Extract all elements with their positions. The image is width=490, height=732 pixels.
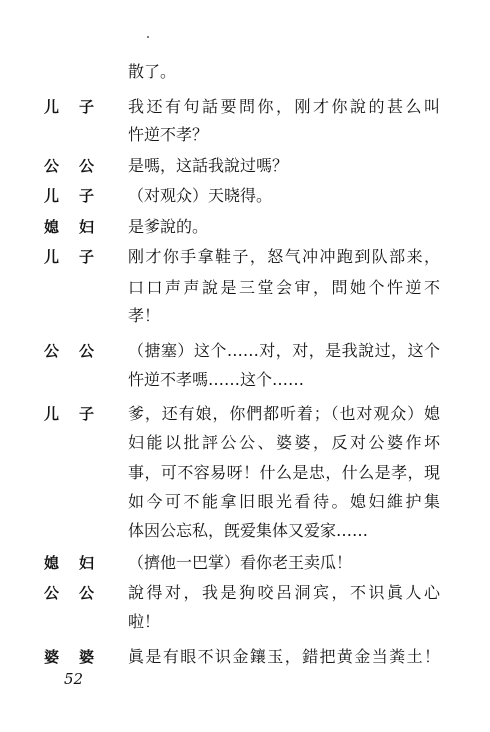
dialogue-line: （搪塞）这个……对，对，是我說过，这个 xyxy=(128,341,440,360)
dialogue-line: 如今可不能拿旧眼光看待。媳妇維护集 xyxy=(128,492,440,511)
speaker-label: 媳妇 xyxy=(44,218,115,236)
speaker-label: 儿子 xyxy=(44,248,115,266)
page-speck xyxy=(147,36,149,38)
dialogue-line: 眞是有眼不识金鑲玉，錯把黄金当粪土！ xyxy=(128,647,440,666)
dialogue-line: 体因公忘私，旣爱集体又爱家…… xyxy=(128,521,369,540)
dialogue-line: 說得对，我是狗咬呂洞宾，不识眞人心 xyxy=(128,583,440,602)
speaker-label: 公公 xyxy=(44,584,115,602)
speaker-label: 公公 xyxy=(44,342,115,360)
dialogue-line: 妇能以批評公公、婆婆，反对公婆作坏 xyxy=(128,433,440,452)
dialogue-line: 刚才你手拿鞋子，怒气冲冲跑到队部来， xyxy=(128,247,440,266)
dialogue-line: 啦！ xyxy=(128,612,161,631)
speaker-label: 婆婆 xyxy=(44,648,115,666)
dialogue-line: 是爹說的。 xyxy=(128,217,209,236)
page-number: 52 xyxy=(64,670,84,688)
dialogue-line: 事，可不容易呀！什么是忠，什么是孝，現 xyxy=(128,463,440,482)
dialogue-line: 我还有句話要問你，刚才你說的甚么叫 xyxy=(128,97,440,116)
dialogue-line: 爹，还有娘，你們都听着；（也对观众）媳 xyxy=(128,404,440,423)
dialogue-line: （擠他一巴掌）看你老王卖瓜！ xyxy=(128,553,353,572)
speaker-label: 儿子 xyxy=(44,187,115,205)
dialogue-line: 忤逆不孝？ xyxy=(128,125,209,144)
speaker-label: 公公 xyxy=(44,157,115,175)
speaker-label: 儿子 xyxy=(44,405,115,423)
dialogue-line: 散了。 xyxy=(128,62,177,81)
dialogue-line: 是嗎，这話我說过嗎？ xyxy=(128,156,289,175)
speaker-label: 媳妇 xyxy=(44,554,115,572)
dialogue-line: （对观众）天晓得。 xyxy=(128,186,273,205)
dialogue-line: 口口声声說是三堂会审，問她个忤逆不 xyxy=(128,278,440,297)
dialogue-line: 孝！ xyxy=(128,306,161,325)
speaker-label: 儿子 xyxy=(44,98,115,116)
dialogue-line: 忤逆不孝嗎……这个…… xyxy=(128,370,305,389)
